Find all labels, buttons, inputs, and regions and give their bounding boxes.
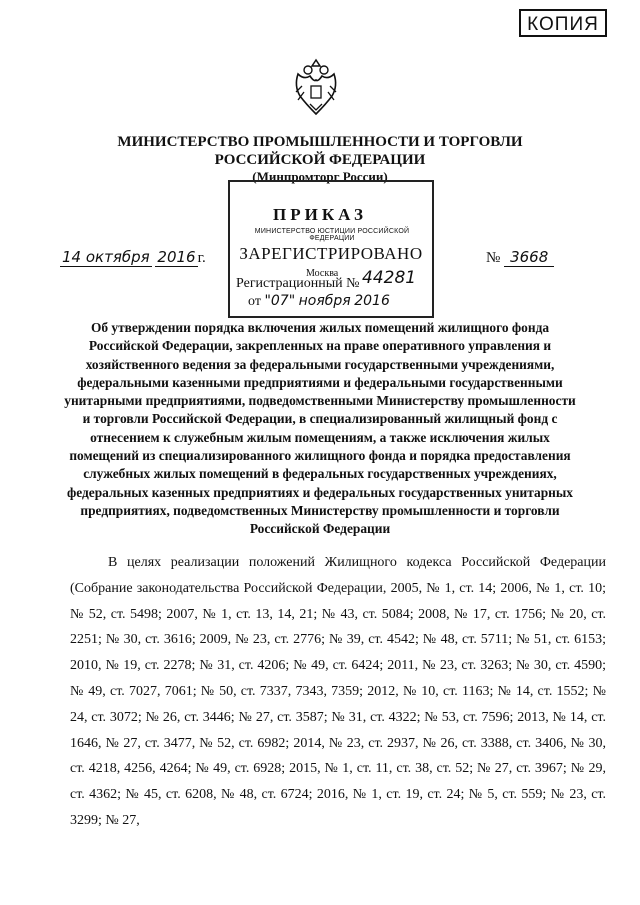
registration-date-year: 2016	[354, 293, 390, 309]
registration-date-month: ноября	[298, 293, 351, 309]
coat-of-arms-icon	[290, 56, 342, 118]
order-body	[70, 550, 606, 834]
order-number	[486, 248, 554, 267]
order-date-day-month: 14 октября	[62, 248, 150, 266]
registration-number-label: Регистрационный №	[236, 276, 360, 291]
order-date	[60, 248, 206, 267]
copy-stamp: КОПИЯ	[519, 9, 607, 37]
order-title: ПРИКАЗ	[273, 205, 367, 224]
registration-date	[248, 293, 390, 310]
order-date-year: 2016	[157, 248, 196, 266]
registration-date-prefix: от	[248, 294, 261, 309]
order-subject: Об утверждении порядка включения жилых помещений жилищного фонда Российской Федерации, закрепленных на праве оперативного управления и хозяйственного ведения за федеральными государственными учреждениями, федеральными казенными предприятиями и федеральными государственными унитарными предприятиями, подведомственными Министерству промышленности и торговли Российской Федерации, в специализированный жилищный фонд с отнесением к служебным жилым помещениям, а также исключения жилых помещений из специализированного жилищного фонда и порядка предоставления служебных жилых помещений в федеральных государственных учреждениях, федеральных казенных предприятиях и федеральных государственных унитарных предприятиях, подведомственных Министерству промышленности и торговли Российской Федерации	[64, 320, 576, 537]
order-number-label: №	[486, 250, 501, 266]
registration-number-value: 44281	[362, 268, 417, 288]
ministry-name-line1: МИНИСТЕРСТВО ПРОМЫШЛЕННОСТИ И ТОРГОВЛИ	[117, 134, 523, 150]
registration-ministry: МИНИСТЕРСТВО ЮСТИЦИИ РОССИЙСКОЙ ФЕДЕРАЦИИ	[254, 228, 410, 242]
registration-date-day: "07"	[264, 293, 296, 309]
registration-city: Москва	[306, 268, 339, 279]
order-date-year-suffix: г.	[197, 250, 206, 266]
ministry-short-name: (Минпромторг России)	[252, 169, 388, 184]
ministry-name-line2: РОССИЙСКОЙ ФЕДЕРАЦИИ	[214, 152, 426, 168]
registration-status: ЗАРЕГИСТРИРОВАНО	[239, 244, 423, 263]
order-number-value: 3668	[504, 248, 554, 267]
body-paragraph: В целях реализации положений Жилищного кодекса Российской Федерации (Собрание законодательства Российской Федерации, 2005, № 1, ст. 14; 2006, № 1, ст. 10; № 52, ст. 5498; 2007, № 1, ст. 13, 14, 21; № 43, ст. 5084; 2008, № 17, ст. 1756; № 20, ст. 2251; № 30, ст. 3616; 2009, № 23, ст. 2776; № 39, ст. 4542; № 48, ст. 5711; № 51, ст. 6153; 2010, № 19, ст. 2278; № 31, ст. 4206; № 49, ст. 6424; 2011, № 23, ст. 3263; № 30, ст. 4590; № 49, ст. 7027, 7061; № 50, ст. 7337, 7343, 7359; 2012, № 10, ст. 1163; № 14, ст. 1552; № 24, ст. 3072; № 26, ст. 3446; № 27, ст. 3587; № 31, ст. 4322; № 53, ст. 7596; 2013, № 14, ст. 1646, № 27, ст. 3477, № 52, ст. 6982; 2014, № 23, ст. 2937, № 26, ст. 3388, ст. 3406, № 30, ст. 4218, 4256, 4264; № 49, ст. 6928; 2015, № 1, ст. 11, ст. 38, ст. 52; № 27, ст. 3967; № 29, ст. 4362; № 45, ст. 6208, № 48, ст. 6724; 2016, № 1, ст. 19, ст. 24; № 5, ст. 559; № 23, ст. 3299; № 27,	[70, 555, 606, 828]
